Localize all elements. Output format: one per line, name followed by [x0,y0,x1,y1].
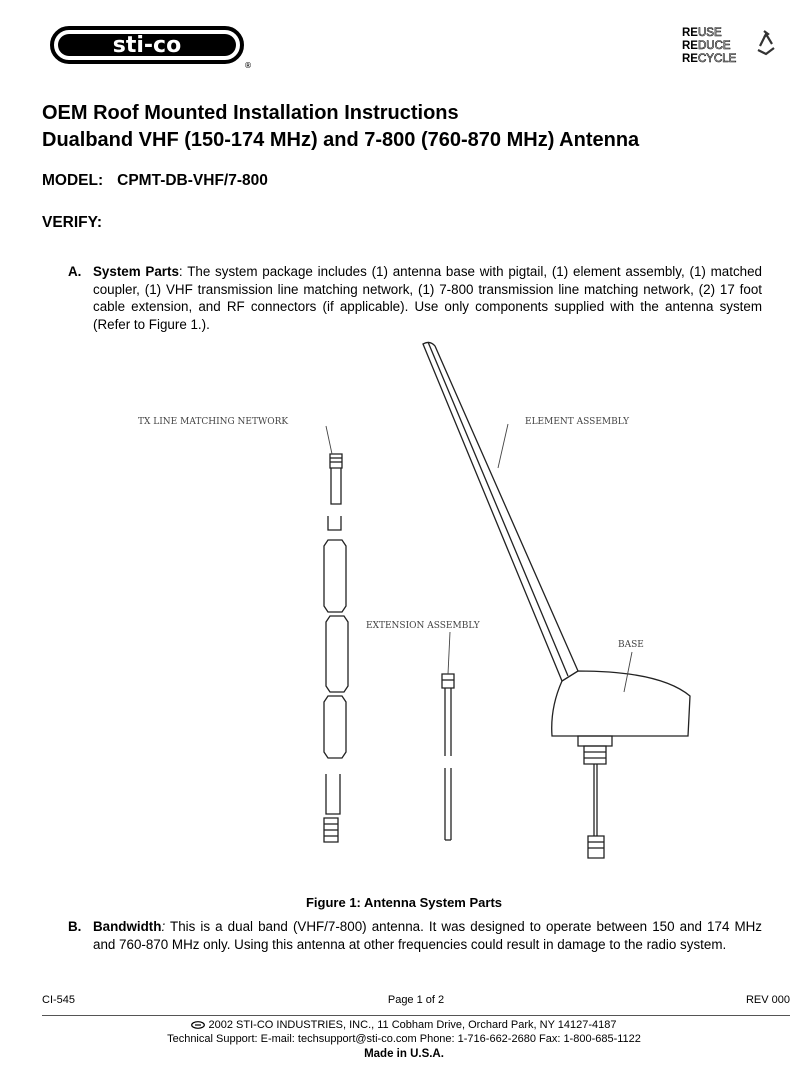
model-line [42,172,268,190]
revision: REV 000 [745,994,790,1006]
made-in-usa: Made in U.S.A. [364,1048,444,1060]
item-text: Bandwidth: This is a dual band (VHF/7-800) antenna. It was designed to operate between 150 and 174 MHz and 760-870 MHz only. Using this antenna at other frequencies could result in damage to the radio system. [93,919,762,952]
label-tx-line-matching-network: TX LINE MATCHING NETWORK [138,417,289,427]
item-system-parts [68,263,762,333]
reuse-reduce-recycle-badge [680,24,788,64]
model-value: CPMT-DB-VHF/7-800 [117,172,268,189]
doc-id: CI-545 [42,994,76,1006]
title-line-1: OEM Roof Mounted Installation Instructions [42,102,459,124]
item-body: This is a dual band (VHF/7-800) antenna. It was designed to operate between 150 and 174 MHz and 760-870 MHz only. Using this antenna at other frequencies could result in damage to the radio system. [93,919,762,952]
copyright-block [0,1019,808,1046]
verify-heading: VERIFY: [42,214,102,231]
footer-divider [42,1015,790,1016]
page-number: Page 1 of 2 [387,994,445,1006]
label-base: BASE [618,640,644,650]
item-heading: Bandwidth [93,919,162,934]
recycle-icon [758,31,774,54]
technical-support-line: Technical Support: E-mail: techsupport@sti-co.com Phone: 1-716-662-2680 Fax: 1-800-685-1122 [167,1032,641,1045]
title-line-2: Dualband VHF (150-174 MHz) and 7-800 (760-870 MHz) Antenna [42,129,640,151]
label-extension-assembly: EXTENSION ASSEMBLY [366,621,480,631]
sti-co-mini-logo-icon [191,1021,205,1029]
label-element-assembly: ELEMENT ASSEMBLY [525,417,630,427]
copyright-line: 2002 STI-CO INDUSTRIES, INC., 11 Cobham Drive, Orchard Park, NY 14127-4187 [0,1019,808,1033]
figure-caption: Figure 1: Antenna System Parts [305,895,502,910]
item-letter: B. [68,919,82,934]
logo-wordmark: sti-co [112,33,182,58]
antenna-system-figure [100,336,740,886]
extension-assembly-drawing [442,674,454,840]
antenna-base-drawing [552,671,690,858]
recycle-line-2: REDUCE [682,40,731,52]
document-title [42,100,639,154]
item-text: System Parts: The system package includes (1) antenna base with pigtail, (1) element assembly, (1) matched coupler, (1) VHF transmission line matching network, (1) 7-800 transmission line matching network, (2) 17 foot cable extension, and RF connectors (if applicable). Use only components supplied with the antenna system (Refer to Figure 1.). [93,264,762,332]
item-letter: A. [68,264,82,279]
item-body: The system package includes (1) antenna base with pigtail, (1) element assembly, (1) matched coupler, (1) VHF transmission line matching network, (1) 7-800 transmission line matching network, (2) 17 foot cable extension, and RF connectors (if applicable). Use only components supplied with the antenna system (Refer to Figure 1.). [93,264,762,332]
tx-line-matching-network-drawing [324,454,348,842]
item-heading: System Parts [93,264,179,279]
sti-co-logo [46,20,256,72]
model-label: MODEL: [42,172,104,189]
item-bandwidth [68,918,762,953]
registered-mark: ® [244,61,252,70]
recycle-line-1: REUSE [682,27,722,39]
recycle-line-3: RECYCLE [682,53,737,64]
